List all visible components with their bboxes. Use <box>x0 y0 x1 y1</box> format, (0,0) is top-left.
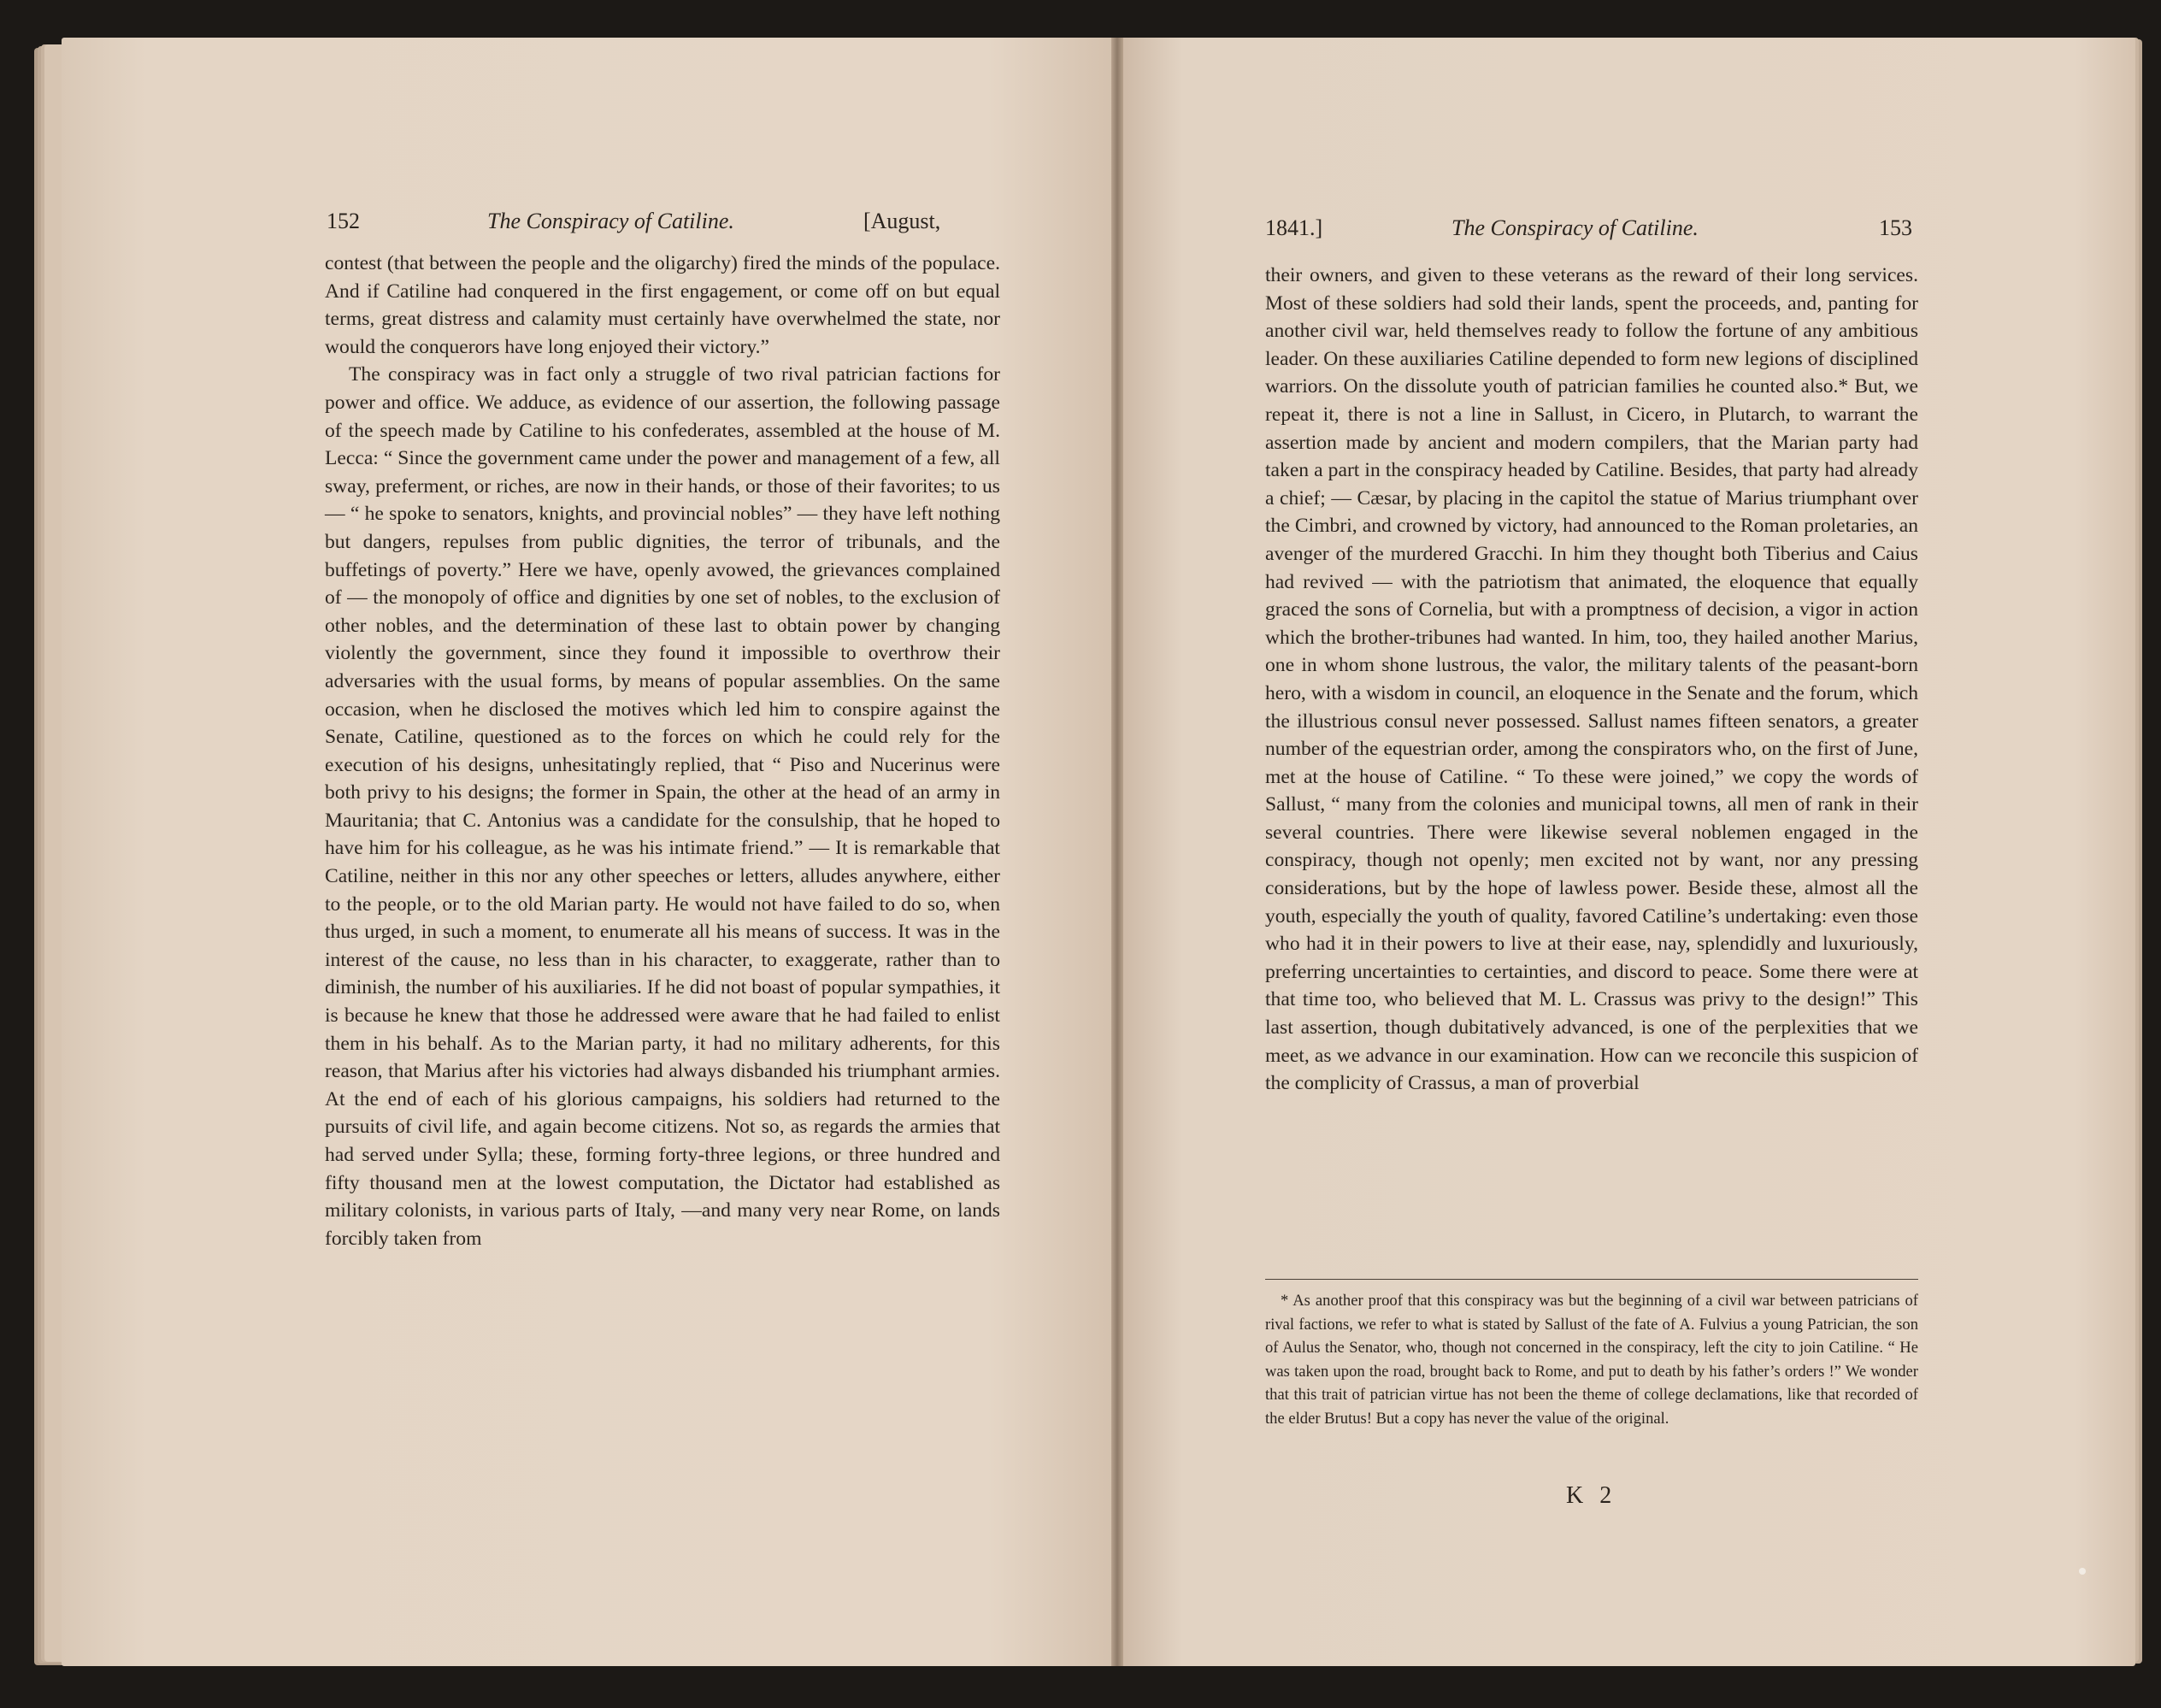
left-page-number: 152 <box>327 209 360 233</box>
left-paragraph-1: contest (that between the people and the oligarchy) fired the minds of the populace. And if Catiline had conquered in the first engagement, or come off on but equal terms, great distress and calamity must certainly have overwhelmed the state, nor would the conquerors have long enjoyed their victory.” <box>325 252 1000 358</box>
left-page <box>62 38 1113 1666</box>
left-text-column <box>325 250 1000 1252</box>
left-running-title: The Conspiracy of Catiline. <box>487 209 734 233</box>
left-paragraph-2: The conspiracy was in fact only a struggle of two rival patrician factions for power and office. We adduce, as evidence of our assertion, the following passage of the speech made by Catiline to his confederates, assembled at the house of M. Lecca: “ Since the government came under the power and management of a few, all sway, preferment, or riches, are now in their hands, or those of their favorites; to us — “ he spoke to senators, knights, and provincial nobles” — they have left nothing but dangers, repulses from public dignities, the terror of tribunals, and the buffetings of poverty.” Here we have, openly avowed, the grievances complained of — the monopoly of office and dignities by one set of nobles, to the exclusion of other nobles, and the determination of these last to obtain power by changing violently the government, since they found it impossible to overthrow their adversaries with the usual forms, by means of popular assemblies. On the same occasion, when he disclosed the motives which led him to conspire against the Senate, Catiline, questioned as to the forces on which he could rely for the execution of his designs, unhesitatingly replied, that “ Piso and Nucerinus were both privy to his designs; the former in Spain, the other at the head of an army in Mauritania; that C. Antonius was a candidate for the consulship, that he hoped to have him for his colleague, as he was his intimate friend.” — It is remarkable that Catiline, neither in this nor any other speeches or letters, alludes anywhere, either to the people, or to the old Marian party. He would not have failed to do so, when thus urged, in such a moment, to enumerate all his means of success. It was in the interest of the cause, no less than in his character, to exaggerate, rather than to diminish, the number of his auxiliaries. If he did not boast of popular sympathies, it is because he knew that those he addressed were aware that he had failed to enlist them in his behalf. As to the Marian party, it had no military adherents, for this reason, that Marius after his victories had always disbanded his triumphant armies. At the end of each of his glorious campaigns, his soldiers had returned to the pursuits of civil life, and again become citizens. Not so, as regards the armies that had served under Sylla; these, forming forty-three legions, or three hundred and fifty thousand men at the lowest computation, the Dictator had established as military colonists, in various parts of Italy, —and many very near Rome, on lands forcibly taken from <box>325 363 1000 1250</box>
footnote-rule <box>1265 1279 1918 1280</box>
right-page <box>1122 38 2135 1666</box>
signature-mark: K 2 <box>1566 1482 1617 1509</box>
open-book <box>44 38 2135 1666</box>
right-running-title: The Conspiracy of Catiline. <box>1451 215 1699 240</box>
right-year: 1841.] <box>1265 215 1323 240</box>
footnote-text: * As another proof that this conspiracy was but the beginning of a civil war between patricians of rival factions, we refer to what is stated by Sallust of the fate of A. Fulvius a young Patrician, the son of Aulus the Senator, who, though not concerned in the conspiracy, left the city to join Catiline. “ He was taken upon the road, brought back to Rome, and put to death by his father’s orders !” We wonder that this trait of patrician virtue has not been the theme of college declamations, like that recorded of the elder Brutus! But a copy has never the value of the original. <box>1265 1292 1918 1428</box>
paper-speck <box>2079 1568 2086 1575</box>
right-page-number: 153 <box>1879 215 1912 240</box>
left-running-header <box>327 209 1010 238</box>
right-paragraph-1: their owners, and given to these veterans as the reward of their long services. Most of these soldiers had sold their lands, spent the proceeds, and, panting for another civil war, held themselves ready to follow the fortune of any ambitious leader. On these auxiliaries Catiline depended to form new legions of disciplined warriors. On the dissolute youth of patrician families he counted also.* But, we repeat it, there is not a line in Sallust, in Cicero, in Plutarch, to warrant the assertion made by ancient and modern compilers, that the Marian party had taken a part in the conspiracy headed by Catiline. Besides, that party had already a chief; — Cæsar, by placing in the capitol the statue of Marius triumphant over the Cimbri, and crowned by victory, had announced to the Roman proletaries, an avenger of the murdered Gracchi. In him they thought both Tiberius and Caius had revived — with the patriotism that animated, the eloquence that equally graced the sons of Cornelia, but with a promptness of decision, a vigor in action which the brother-tribunes had wanted. In him, too, they hailed another Marius, one in whom shone lustrous, the valor, the military talents of the peasant-born hero, with a wisdom in council, an eloquence in the Senate and the forum, which the illustrious consul never possessed. Sallust names fifteen senators, a greater number of the equestrian order, among the conspirators who, on the first of June, met at the house of Catiline. “ To these were joined,” we copy the words of Sallust, “ many from the colonies and municipal towns, all men of rank in their several countries. There were likewise several noblemen engaged in the conspiracy, though not openly; men excited not by want, nor any pressing considerations, but by the hope of lawless power. Beside these, almost all the youth, especially the youth of quality, favored Catiline’s undertaking: even those who had it in their powers to live at their ease, nay, splendidly and luxuriously, preferring uncertainties to certainties, and discord to peace. Some there were at that time too, who believed that M. L. Crassus was privy to the design!” This last assertion, though dubitatively advanced, is one of the perplexities that we meet, as we advance in our examination. How can we reconcile this suspicion of the complicity of Crassus, a man of proverbial <box>1265 264 1918 1095</box>
left-month: [August, <box>863 209 941 233</box>
footnote <box>1265 1289 1918 1431</box>
right-text-column <box>1265 262 1918 1098</box>
book-gutter <box>1111 38 1123 1666</box>
right-running-header <box>1265 215 1932 244</box>
